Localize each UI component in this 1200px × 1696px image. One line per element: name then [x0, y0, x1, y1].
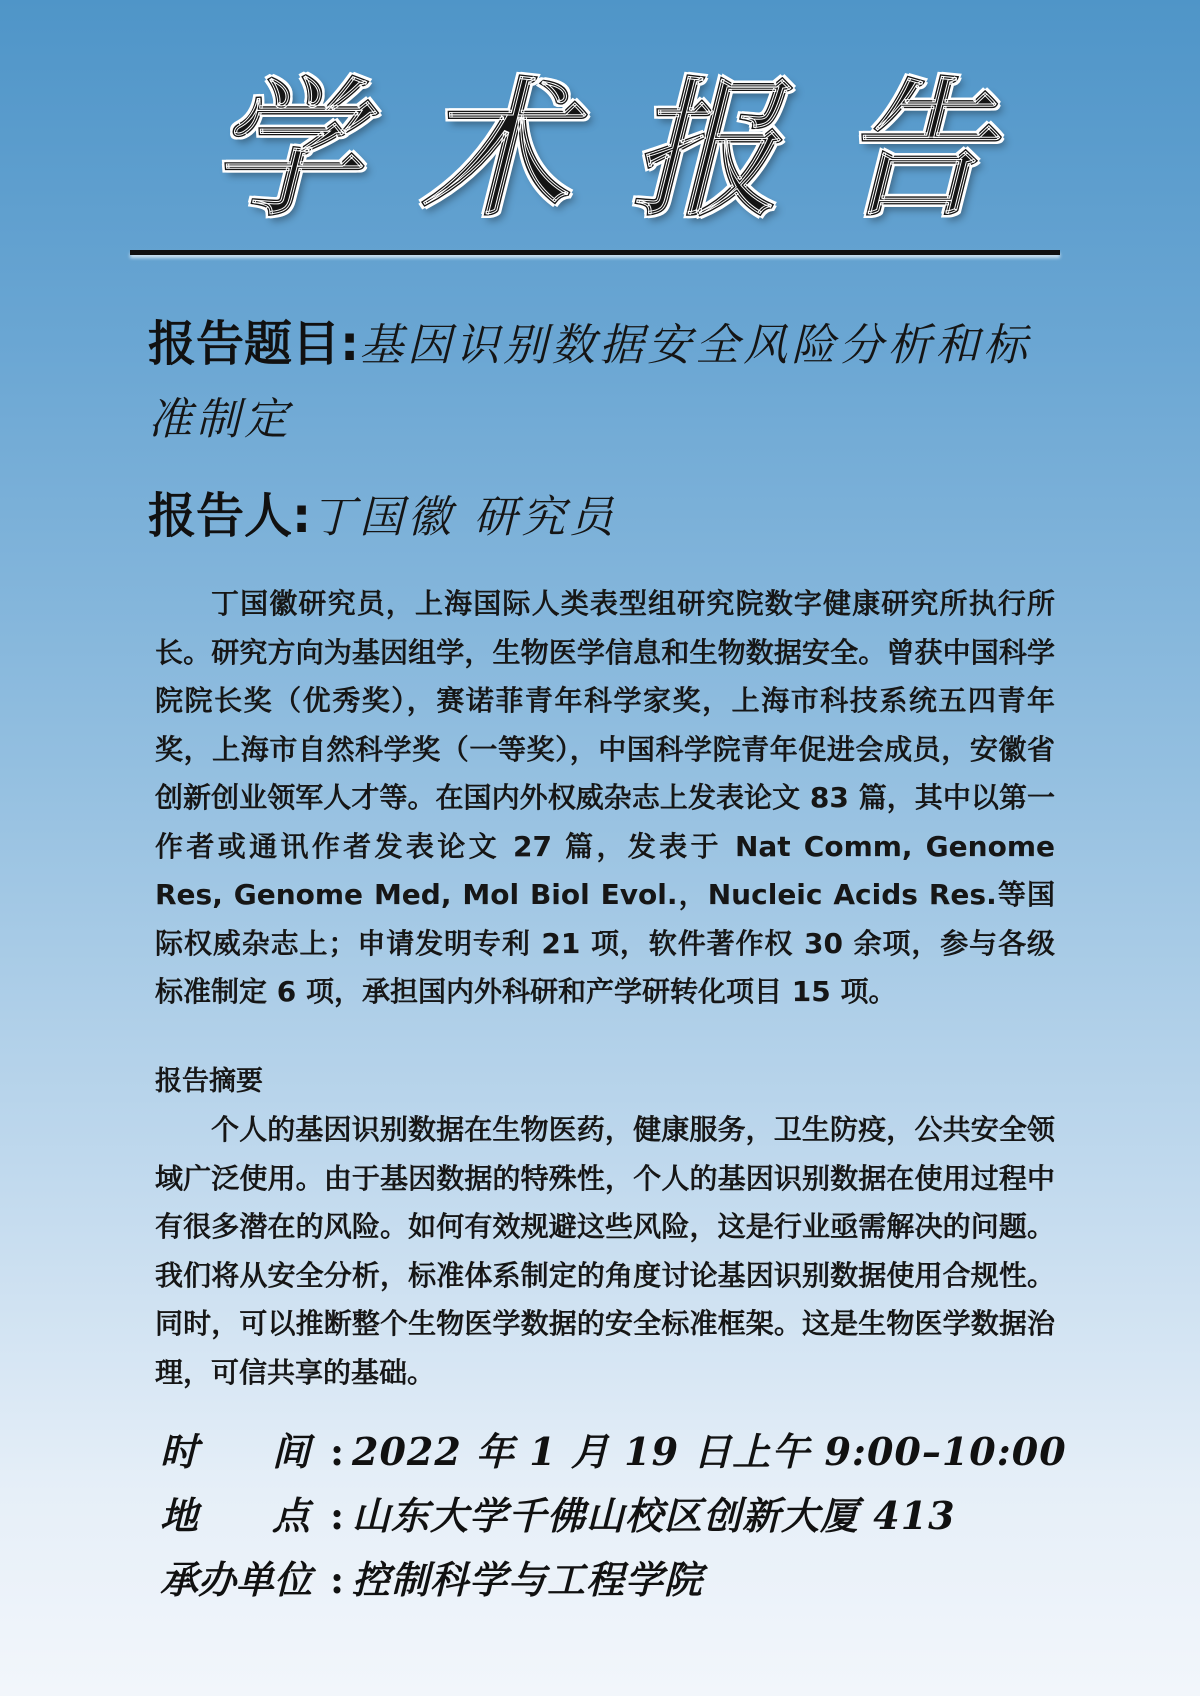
- abstract-heading: 报告摘要: [155, 1066, 263, 1097]
- report-topic: [148, 308, 1068, 456]
- report-speaker: [148, 480, 1068, 554]
- abstract-text: 个人的基因识别数据在生物医药，健康服务，卫生防疫，公共安全领域广泛使用。由于基因数据的特殊性，个人的基因识别数据在使用过程中有很多潜在的风险。如何有效规避这些风险，这是行业亟需解决的问题。我们将从安全分析，标准体系制定的角度讨论基因识别数据使用合规性。同时，可以推断整个生物医学数据的安全标准框架。这是生物医学数据治理，可信共享的基础。: [155, 1113, 1055, 1389]
- organizer-colon: :: [330, 1557, 345, 1602]
- speaker-label: 报告人:: [148, 488, 312, 544]
- organizer-row: [160, 1548, 1120, 1612]
- time-value: 2022 年 1 月 19 日上午 9:00–10:00: [352, 1429, 1067, 1474]
- place-row: [160, 1484, 1120, 1548]
- topic-value: 基因识别数据安全风险分析和标准制定: [148, 320, 1032, 445]
- topic-label: 报告题目:: [148, 316, 360, 372]
- speaker-value: 丁国徽 研究员: [311, 492, 618, 543]
- speaker-bio: 丁国徽研究员，上海国际人类表型组研究院数字健康研究所执行所长。研究方向为基因组学，生物医学信息和生物数据安全。曾获中国科学院院长奖（优秀奖），赛诺菲青年科学家奖，上海市科技系统五四青年奖，上海市自然科学奖（一等奖），中国科学院青年促进会成员，安徽省创新创业领军人才等。在国内外权威杂志上发表论文 83 篇，其中以第一作者或通讯作者发表论文 27 篇，发表于 Nat Comm, Genome Res, Genome Med, Mol Biol Evol.，Nucleic Acids Res.等国际权威杂志上；申请发明专利 21 项，软件著作权 30 余项，参与各级标准制定 6 项，承担国内外科研和产学研转化项目 15 项。: [155, 587, 1055, 1008]
- title-divider: [130, 250, 1060, 255]
- place-value: 山东大学千佛山校区创新大厦 413: [352, 1493, 956, 1538]
- event-info: [160, 1420, 1120, 1612]
- place-colon: :: [330, 1493, 345, 1538]
- time-colon: :: [330, 1429, 345, 1474]
- organizer-label: 承办单位: [160, 1557, 313, 1602]
- organizer-value: 控制科学与工程学院: [352, 1557, 704, 1602]
- poster-title: 学术报告: [209, 62, 1050, 238]
- place-label: 地点: [160, 1493, 310, 1538]
- time-row: [160, 1420, 1120, 1484]
- time-label: 时间: [160, 1429, 310, 1474]
